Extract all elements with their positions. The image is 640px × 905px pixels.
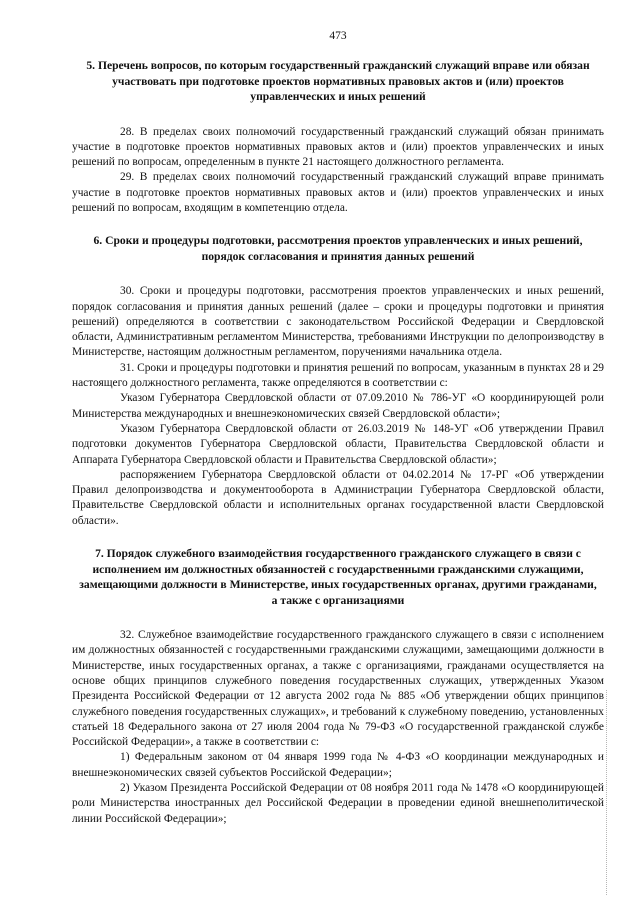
section-5 bbox=[72, 58, 604, 216]
paragraph-32: 32. Служебное взаимодействие государственного гражданского служащего в связи с исполнением им должностных обязанностей с государственными гражданскими служащими, замещающими должности в Министерстве, иных государственных органах, а также с организациями, гражданами осуществляется на основе общих принципов служебного поведения государственных служащих, утвержденных Указом Президента Российской Федерации от 12 августа 2002 года № 885 «Об утверждении общих принципов служебного поведения государственных служащих», и требований к служебному поведению, установленных статьей 18 Федерального закона от 27 июля 2004 года № 79-ФЗ «О государственной гражданской службе Российской Федерации», а также в соответствии с: bbox=[72, 629, 604, 749]
section-heading: 7. Порядок служебного взаимодействия государственного гражданского служащего в связи с исполнением им должностных обязанностей с государственными гражданскими служащими, замещающими должности в Министерстве, иных государственных органах, другими гражданами, а также с организациями bbox=[79, 547, 597, 607]
list-item: Указом Губернатора Свердловской области от 26.03.2019 № 148-УГ «Об утверждении Правил подготовки документов Губернатора Свердловской области, Правительства Свердловской области и Аппарата Губернатора Свердловской области и Правительства Свердловской области»; bbox=[72, 422, 604, 466]
paragraph-31: 31. Сроки и процедуры подготовки и принятия решений по вопросам, указанным в пунктах 28 и 29 настоящего должностного регламента, также определяются в соответствии с: bbox=[72, 361, 604, 390]
scan-edge-marks bbox=[606, 690, 617, 895]
list-item: Указом Губернатора Свердловской области от 07.09.2010 № 786-УГ «О координирующей роли Министерства международных и внешнеэкономических связей Свердловской области»; bbox=[72, 392, 604, 420]
section-6 bbox=[72, 233, 604, 529]
list-item: распоряжением Губернатора Свердловской области от 04.02.2014 № 17-РГ «Об утверждении Правил делопроизводства и документооборота в Администрации Губернатора Свердловской области, Правительстве Свердловской области и исполнительных органах государственной власти Свердловской области». bbox=[72, 468, 604, 527]
list-item: 1) Федеральным законом от 04 января 1999 года № 4-ФЗ «О координации международных и внешнеэкономических связей субъектов Российской Федерации»; bbox=[72, 751, 604, 779]
section-heading: 5. Перечень вопросов, по которым государственный гражданский служащий вправе или обязан участвовать при подготовке проектов нормативных правовых актов и (или) проектов управленческих и иных решений bbox=[86, 59, 590, 103]
section-7 bbox=[72, 546, 604, 827]
paragraph-29: 29. В пределах своих полномочий государственный гражданский служащий вправе принимать участие в подготовке проектов нормативных правовых актов и (или) проектов управленческих и иных решений по вопросам, входящим в компетенцию отдела. bbox=[72, 171, 604, 214]
page-number: 473 bbox=[329, 30, 347, 42]
list-item: 2) Указом Президента Российской Федерации от 08 ноября 2011 года № 1478 «О координирующей роли Министерства иностранных дел Российской Федерации в проведении единой внешнеполитической линии Российской Федерации»; bbox=[72, 782, 604, 825]
paragraph-28: 28. В пределах своих полномочий государственный гражданский служащий обязан принимать участие в подготовке проектов нормативных правовых актов и (или) проектов управленческих и иных решений по вопросам, определенным в пункте 21 настоящего должностного регламента. bbox=[72, 125, 604, 169]
paragraph-30: 30. Сроки и процедуры подготовки, рассмотрения проектов управленческих и иных решений, порядок согласования и принятия данных решений (далее – сроки и процедуры подготовки и принятия решений) определяются в соответствии с законодательством Российской Федерации и Свердловской области, Административным регламентом Министерства, требованиями Инструкции по делопроизводству в Министерстве, настоящим должностным регламентом, поручениями начальника отдела. bbox=[72, 285, 604, 359]
document-page bbox=[72, 30, 604, 827]
section-heading: 6. Сроки и процедуры подготовки, рассмотрения проектов управленческих и иных решений, порядок согласования и принятия данных решений bbox=[93, 234, 583, 263]
